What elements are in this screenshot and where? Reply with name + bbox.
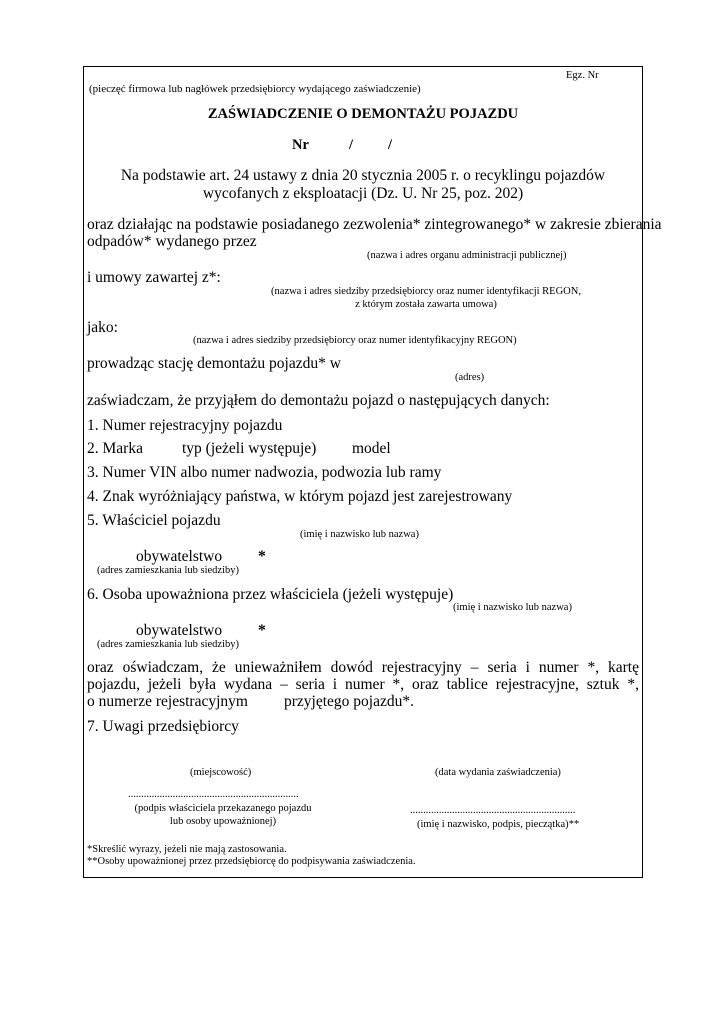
contract-caption-2: z którym została zawarta umowa)	[355, 299, 497, 310]
item-5-owner: 5. Właściciel pojazdu	[87, 512, 221, 529]
declaration-line-3b: przyjętego pojazdu*.	[284, 693, 414, 710]
company-stamp-caption: (pieczęć firmowa lub nagłówek przedsiębiorcy wydającego zaświadczenie)	[89, 83, 421, 95]
authorized-name-caption: (imię i nazwisko lub nazwa)	[453, 602, 572, 613]
date-caption: (data wydania zaświadczenia)	[435, 767, 561, 778]
item-6-authorized-person: 6. Osoba upoważniona przez właściciela (jeżeli występuje)	[87, 586, 454, 603]
item-2-model: model	[352, 440, 391, 457]
item-4-country-sign: 4. Znak wyróżniający państwa, w którym pojazd jest zarejestrowany	[87, 488, 513, 505]
legal-basis-line-2: wycofanych z eksploatacji (Dz. U. Nr 25, poz. 202)	[202, 185, 524, 202]
owner-name-caption: (imię i nazwisko lub nazwa)	[300, 529, 419, 540]
certify-statement: zaświadczam, że przyjąłem do demontażu pojazd o następujących danych:	[87, 392, 550, 409]
place-caption: (miejscowość)	[190, 767, 252, 778]
declaration-line-1: oraz oświadczam, że unieważniłem dowód rejestracyjny – seria i numer *, kartę	[87, 659, 639, 676]
item-2-make: 2. Marka	[87, 440, 143, 457]
legal-basis-line-1: Na podstawie art. 24 ustawy z dnia 20 stycznia 2005 r. o recyklingu pojazdów	[120, 167, 606, 184]
authorized-citizenship-star: *	[258, 622, 266, 639]
owner-residence-caption: (adres zamieszkania lub siedziby)	[97, 565, 239, 576]
station-label: prowadząc stację demontażu pojazdu* w	[87, 355, 341, 372]
declaration-line-2: pojazdu, jeżeli była wydana – seria i numer *, oraz tablice rejestracyjne, sztuk *,	[87, 676, 639, 693]
contract-label: i umowy zawartej z*:	[87, 269, 221, 286]
footnote-1: *Skreślić wyrazy, jeżeli nie mają zastosowania.	[87, 844, 287, 855]
permit-line-2: odpadów* wydanego przez	[87, 233, 257, 250]
number-slash-2: /	[388, 137, 393, 153]
authorized-citizenship-label: obywatelstwo	[136, 622, 223, 639]
as-caption: (nazwa i adres siedziby przedsiębiorcy oraz numer identyfikacyjny REGON)	[193, 335, 517, 346]
number-label: Nr	[292, 137, 309, 153]
owner-signature-caption-2: lub osoby upoważnionej)	[169, 816, 277, 827]
owner-citizenship-label: obywatelstwo	[136, 548, 223, 565]
issuer-signature-caption: (imię i nazwisko, podpis, pieczątka)**	[417, 819, 580, 830]
address-caption: (adres)	[455, 372, 485, 383]
owner-signature-dots: .................................................................	[128, 789, 299, 800]
authority-caption: (nazwa i adres organu administracji publicznej)	[367, 250, 567, 261]
item-7-remarks: 7. Uwagi przedsiębiorcy	[87, 718, 239, 735]
document-title: ZAŚWIADCZENIE O DEMONTAŻU POJAZDU	[207, 106, 519, 122]
footnote-2: **Osoby upoważnionej przez przedsiębiorcę do podpisywania zaświadczenia.	[87, 856, 416, 867]
owner-signature-caption-1: (podpis właściciela przekazanego pojazdu	[134, 803, 312, 814]
item-1-registration-number: 1. Numer rejestracyjny pojazdu	[87, 417, 283, 434]
owner-citizenship-star: *	[258, 548, 266, 565]
permit-line-1: oraz działając na podstawie posiadanego zezwolenia* zintegrowanego* w zakresie zbierania	[87, 216, 662, 233]
copy-number-label: Egz. Nr	[566, 70, 599, 81]
authorized-residence-caption: (adres zamieszkania lub siedziby)	[97, 639, 239, 650]
as-label: jako:	[87, 319, 118, 336]
item-2-type: typ (jeżeli występuje)	[182, 440, 317, 457]
item-3-vin: 3. Numer VIN albo numer nadwozia, podwozia lub ramy	[87, 464, 442, 481]
declaration-line-3a: o numerze rejestracyjnym	[87, 693, 248, 710]
number-slash-1: /	[349, 137, 354, 153]
issuer-signature-dots: ...............................................................	[410, 805, 576, 816]
contract-caption-1: (nazwa i adres siedziby przedsiębiorcy oraz numer identyfikacji REGON,	[271, 286, 581, 297]
